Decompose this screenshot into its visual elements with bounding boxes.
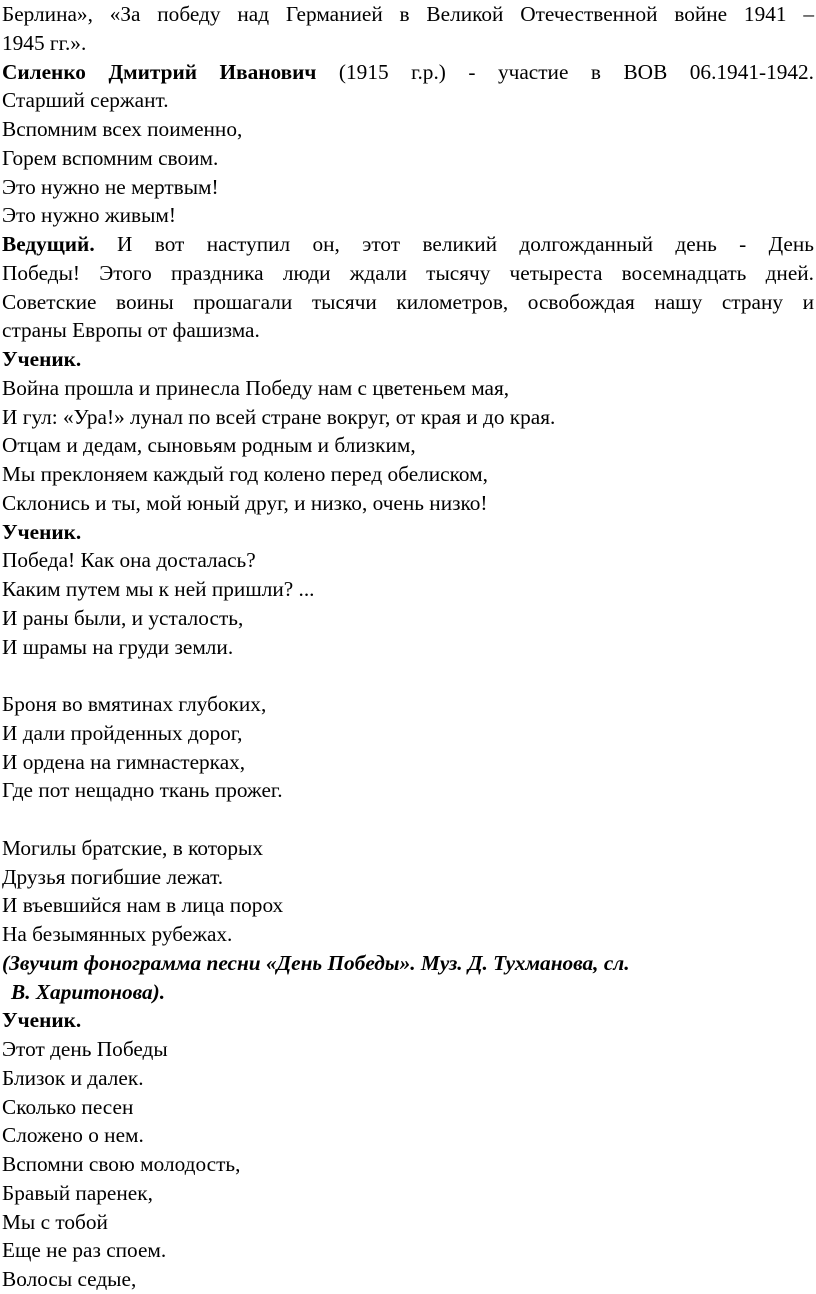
poem-line: Это нужно живым! [2, 203, 176, 228]
poem-line: На безымянных рубежах. [2, 922, 233, 946]
stanza-gap [2, 805, 814, 834]
host-speech-line: страны Европы от фашизма. [2, 318, 260, 343]
student-label: Ученик. [2, 347, 82, 371]
poem-line: Война прошла и принесла Победу нам с цветеньем мая, [2, 375, 510, 400]
stage-direction: (Звучит фонограмма песни «День Победы». Муз. Д. Тухманова, сл. [2, 950, 630, 975]
stanza-gap [2, 661, 814, 690]
host-label: Ведущий. [2, 232, 95, 256]
poem-line: Бравый паренек, [2, 1180, 153, 1205]
poem-line: Отцам и дедам, сыновьям родным и близким, [2, 433, 416, 458]
intro-line: 1945 гг.». [2, 30, 87, 55]
student-label: Ученик. [2, 1008, 82, 1033]
veteran-details: (1915 г.р.) - участие в ВОВ 06.1941-1942. [316, 59, 815, 84]
poem-line: Это нужно не мертвым! [2, 174, 219, 199]
poem-line: И дали пройденных дорог, [2, 720, 243, 745]
intro-line: Берлина», «За победу над Германией в Великой Отечественной войне 1941 – [2, 2, 814, 26]
poem-line: Еще не раз споем. [2, 1238, 167, 1263]
veteran-entry [2, 58, 814, 87]
host-speech-line: Победы! Этого праздника люди ждали тысячу четыреста восемнадцать дней. [2, 260, 814, 285]
poem-line: Близок и далек. [2, 1065, 144, 1090]
veteran-rank: Старший сержант. [2, 88, 169, 113]
poem-line: Могилы братские, в которых [2, 835, 263, 860]
poem-line: Броня во вмятинах глубоких, [2, 692, 267, 716]
poem-line: Где пот нещадно ткань прожег. [2, 778, 283, 803]
poem-line: Горем вспомним своим. [2, 145, 219, 170]
poem-line: Волосы седые, [2, 1267, 137, 1291]
host-speech-line: Советские воины прошагали тысячи километров, освобождая нашу страну и [2, 289, 814, 314]
poem-line: Мы преклоняем каждый год колено перед обелиском, [2, 462, 488, 486]
poem-line: И гул: «Ура!» лунал по всей стране вокруг, от края и до края. [2, 404, 556, 429]
host-text: И вот наступил он, этот великий долгожданный день - День [94, 232, 814, 256]
student-label: Ученик. [2, 519, 82, 544]
poem-line: Вспомним всех поименно, [2, 117, 243, 141]
poem-line: Сколько песен [2, 1094, 134, 1119]
poem-line: Победа! Как она досталась? [2, 548, 256, 573]
poem-line: Этот день Победы [2, 1037, 168, 1061]
poem-line: Вспомни свою молодость, [2, 1152, 241, 1176]
host-speech-line [2, 230, 814, 259]
poem-line: Склонись и ты, мой юный друг, и низко, очень низко! [2, 490, 488, 515]
poem-line: И въевшийся нам в лица порох [2, 893, 284, 918]
poem-line: Каким путем мы к ней пришли? ... [2, 577, 315, 601]
poem-line: Сложено о нем. [2, 1123, 144, 1148]
poem-line: Мы с тобой [2, 1209, 108, 1234]
stage-direction: В. Харитонова). [11, 979, 166, 1004]
poem-line: И раны были, и усталость, [2, 605, 244, 630]
veteran-name: Силенко Дмитрий Иванович [2, 59, 317, 84]
poem-line: И шрамы на груди земли. [2, 634, 234, 659]
poem-line: И ордена на гимнастерках, [2, 749, 246, 774]
poem-line: Друзья погибшие лежат. [2, 864, 224, 889]
